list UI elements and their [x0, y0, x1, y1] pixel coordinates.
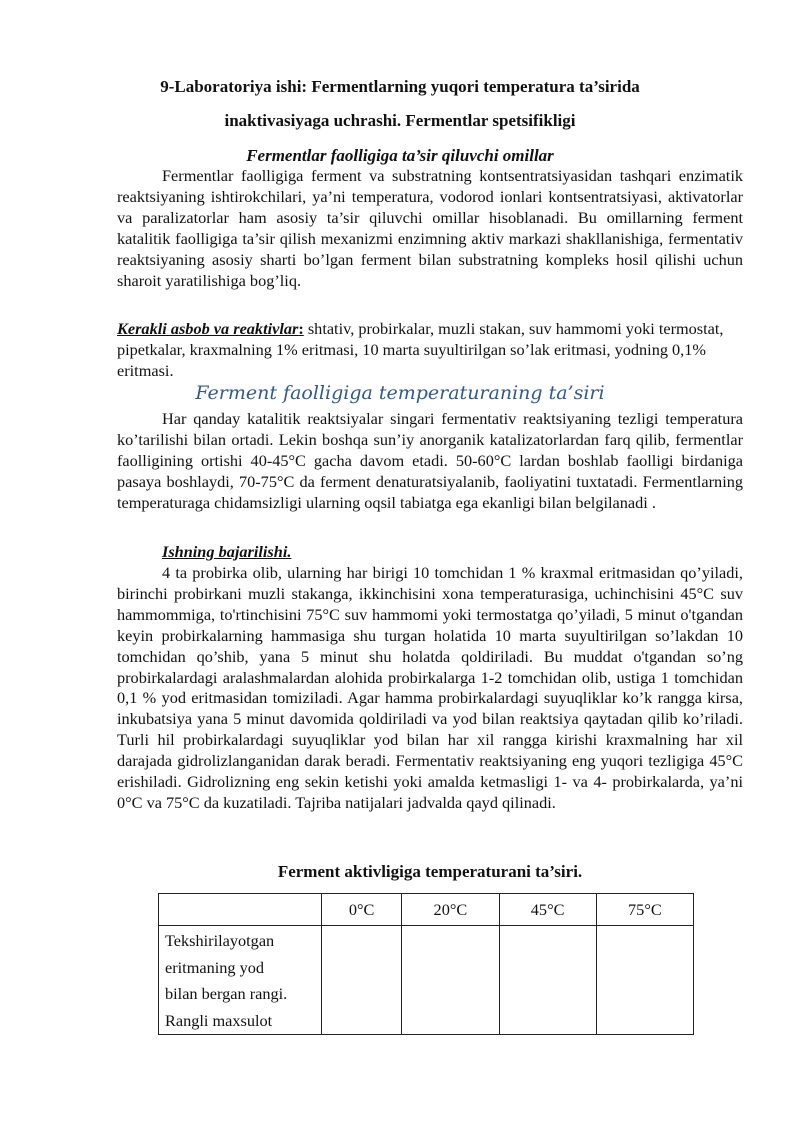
paragraph-temperature [117, 409, 743, 514]
table-cell-0c [322, 926, 402, 1035]
paragraph-procedure [117, 563, 743, 814]
lab-title-line2: inaktivasiyaga uchrashi. Fermentlar spetsifikligi [224, 111, 576, 130]
table-cell-75c [596, 926, 693, 1035]
table-header-0c: 0°C [322, 894, 402, 926]
table-row [159, 926, 694, 1035]
paragraph-factors-text: Fermentlar faolligiga ferment va substratning kontsentratsiyasidan tashqari enzimatik reaktsiyaning ishtirokchilari, ya’ni temperatura, vodorod ionlari kontsentratsiyasi, aktivatorlar va paralizatorlar ham asosiy ta’sir qiluvchi omillar hisoblanadi. Bu omillarning ferment katalitik faolligiga ta’sir qilish mexanizmi enzimning aktiv markazi shakllanishiga, fermentativ reaktsiyaning asosiy sharti bo’lgan ferment bilan substratning kompleks hosil qilishi uchun sharoit yaratilishiga bog’liq. [117, 166, 743, 290]
row-label-line: bilan bergan rangi. [165, 984, 288, 1004]
table-cell-20c [402, 926, 499, 1035]
row-label-line: Tekshirilayotgan [165, 931, 275, 950]
table-caption: Ferment aktivligiga temperaturani ta’siri. [277, 862, 583, 881]
lab-title-line1: 9-Laboratoriya ishi: Fermentlarning yuqori temperatura ta’sirida [160, 77, 640, 96]
row-label-line: Rangli maxsulot [165, 1010, 273, 1030]
table-header-empty [159, 894, 322, 926]
paragraph-equipment [117, 319, 743, 382]
table-header-45c: 45°C [499, 894, 596, 926]
results-table [158, 893, 694, 1035]
section-heading: Ferment faolligiga temperaturaning ta’siri [195, 382, 605, 404]
table-cell-45c [499, 926, 596, 1035]
table-header-row [159, 894, 694, 926]
paragraph-temperature-text: Har qanday katalitik reaktsiyalar singari fermentativ reaktsiyaning tezligi temperatura ko’tarilishi bilan ortadi. Lekin boshqa sun’iy anorganik katalizatorlardan farq qilib, fermentlar faolligining ortishi 40-45°C gacha davom etadi. 50-60°C lardan boshlab faolligi birdaniga pasaya boshlaydi, 70-75°C da ferment denaturatsiyalanib, faoliyatini tuxtatadi. Fermentlarning temperaturaga chidamsizligi ularning oqsil tabiatga ega ekanligi bilan belgilanadi . [117, 409, 743, 512]
paragraph-procedure-text: 4 ta probirka olib, ularning har birigi 10 tomchidan 1 % kraxmal eritmasidan qo’yiladi, birinchi probirkani muzli stakanga, ikkinchisini xona temperaturasiga, uchinchisini 45°C suv hammommiga, to'rtinchisini 75°C suv hammomi yoki termostatga qo’yiladi, 5 minut o'tgandan keyin probirkalarning hammasiga shu turgan holatida 10 marta suyultirilgan so’lakdan 10 tomchidan qo’shib, yana 5 minut shu holatda qoldiriladi. Bu muddat o'tgandan so’ng probirkalardagi aralashmalardan alohida probirkalarga 1-2 tomchidan olib, ustiga 1 tomchidan 0,1 % yod eritmasidan tomiziladi. Agar hamma probirkalardagi suyuqliklar ko’k rangga kirsa, inkubatsiya yana 5 minut davomida qoldiriladi va yod bilan reaktsiya qaytadan qilib ko’riladi. Turli hil probirkalardagi suyuqliklar yod bilan har xil rangga kirishi kraxmalning har xil darajada gidrolizlanganidan darak beradi. Fermentativ reaktsiyaning eng yuqori tezligiga 45°C erishiladi. Gidrolizning eng sekin ketishi yoki amalda ketmasligi 1- va 4- probirkalarda, ya’ni 0°C va 75°C da kuzatiladi. Tajriba natijalari jadvalda qayd qilinadi. [117, 563, 743, 812]
table-header-75c: 75°C [596, 894, 693, 926]
table-header-20c: 20°C [402, 894, 499, 926]
table-row-label [159, 926, 322, 1035]
subheading: Fermentlar faolligiga ta’sir qiluvchi omillar [246, 146, 554, 165]
procedure-label: Ishning bajarilishi. [162, 542, 292, 561]
row-label-line: eritmaning yod [165, 957, 265, 977]
equipment-label: Kerakli asbob va reaktivlar [117, 319, 299, 338]
paragraph-factors [117, 166, 743, 291]
equipment-colon: : [298, 319, 304, 338]
equipment-text: shtativ, probirkalar, muzli stakan, suv hammomi yoki termostat, pipetkalar, kraxmalning 1% eritmasi, 10 marta suyultirilgan so’lak eritmasi, yodning 0,1% eritmasi. [117, 319, 724, 380]
